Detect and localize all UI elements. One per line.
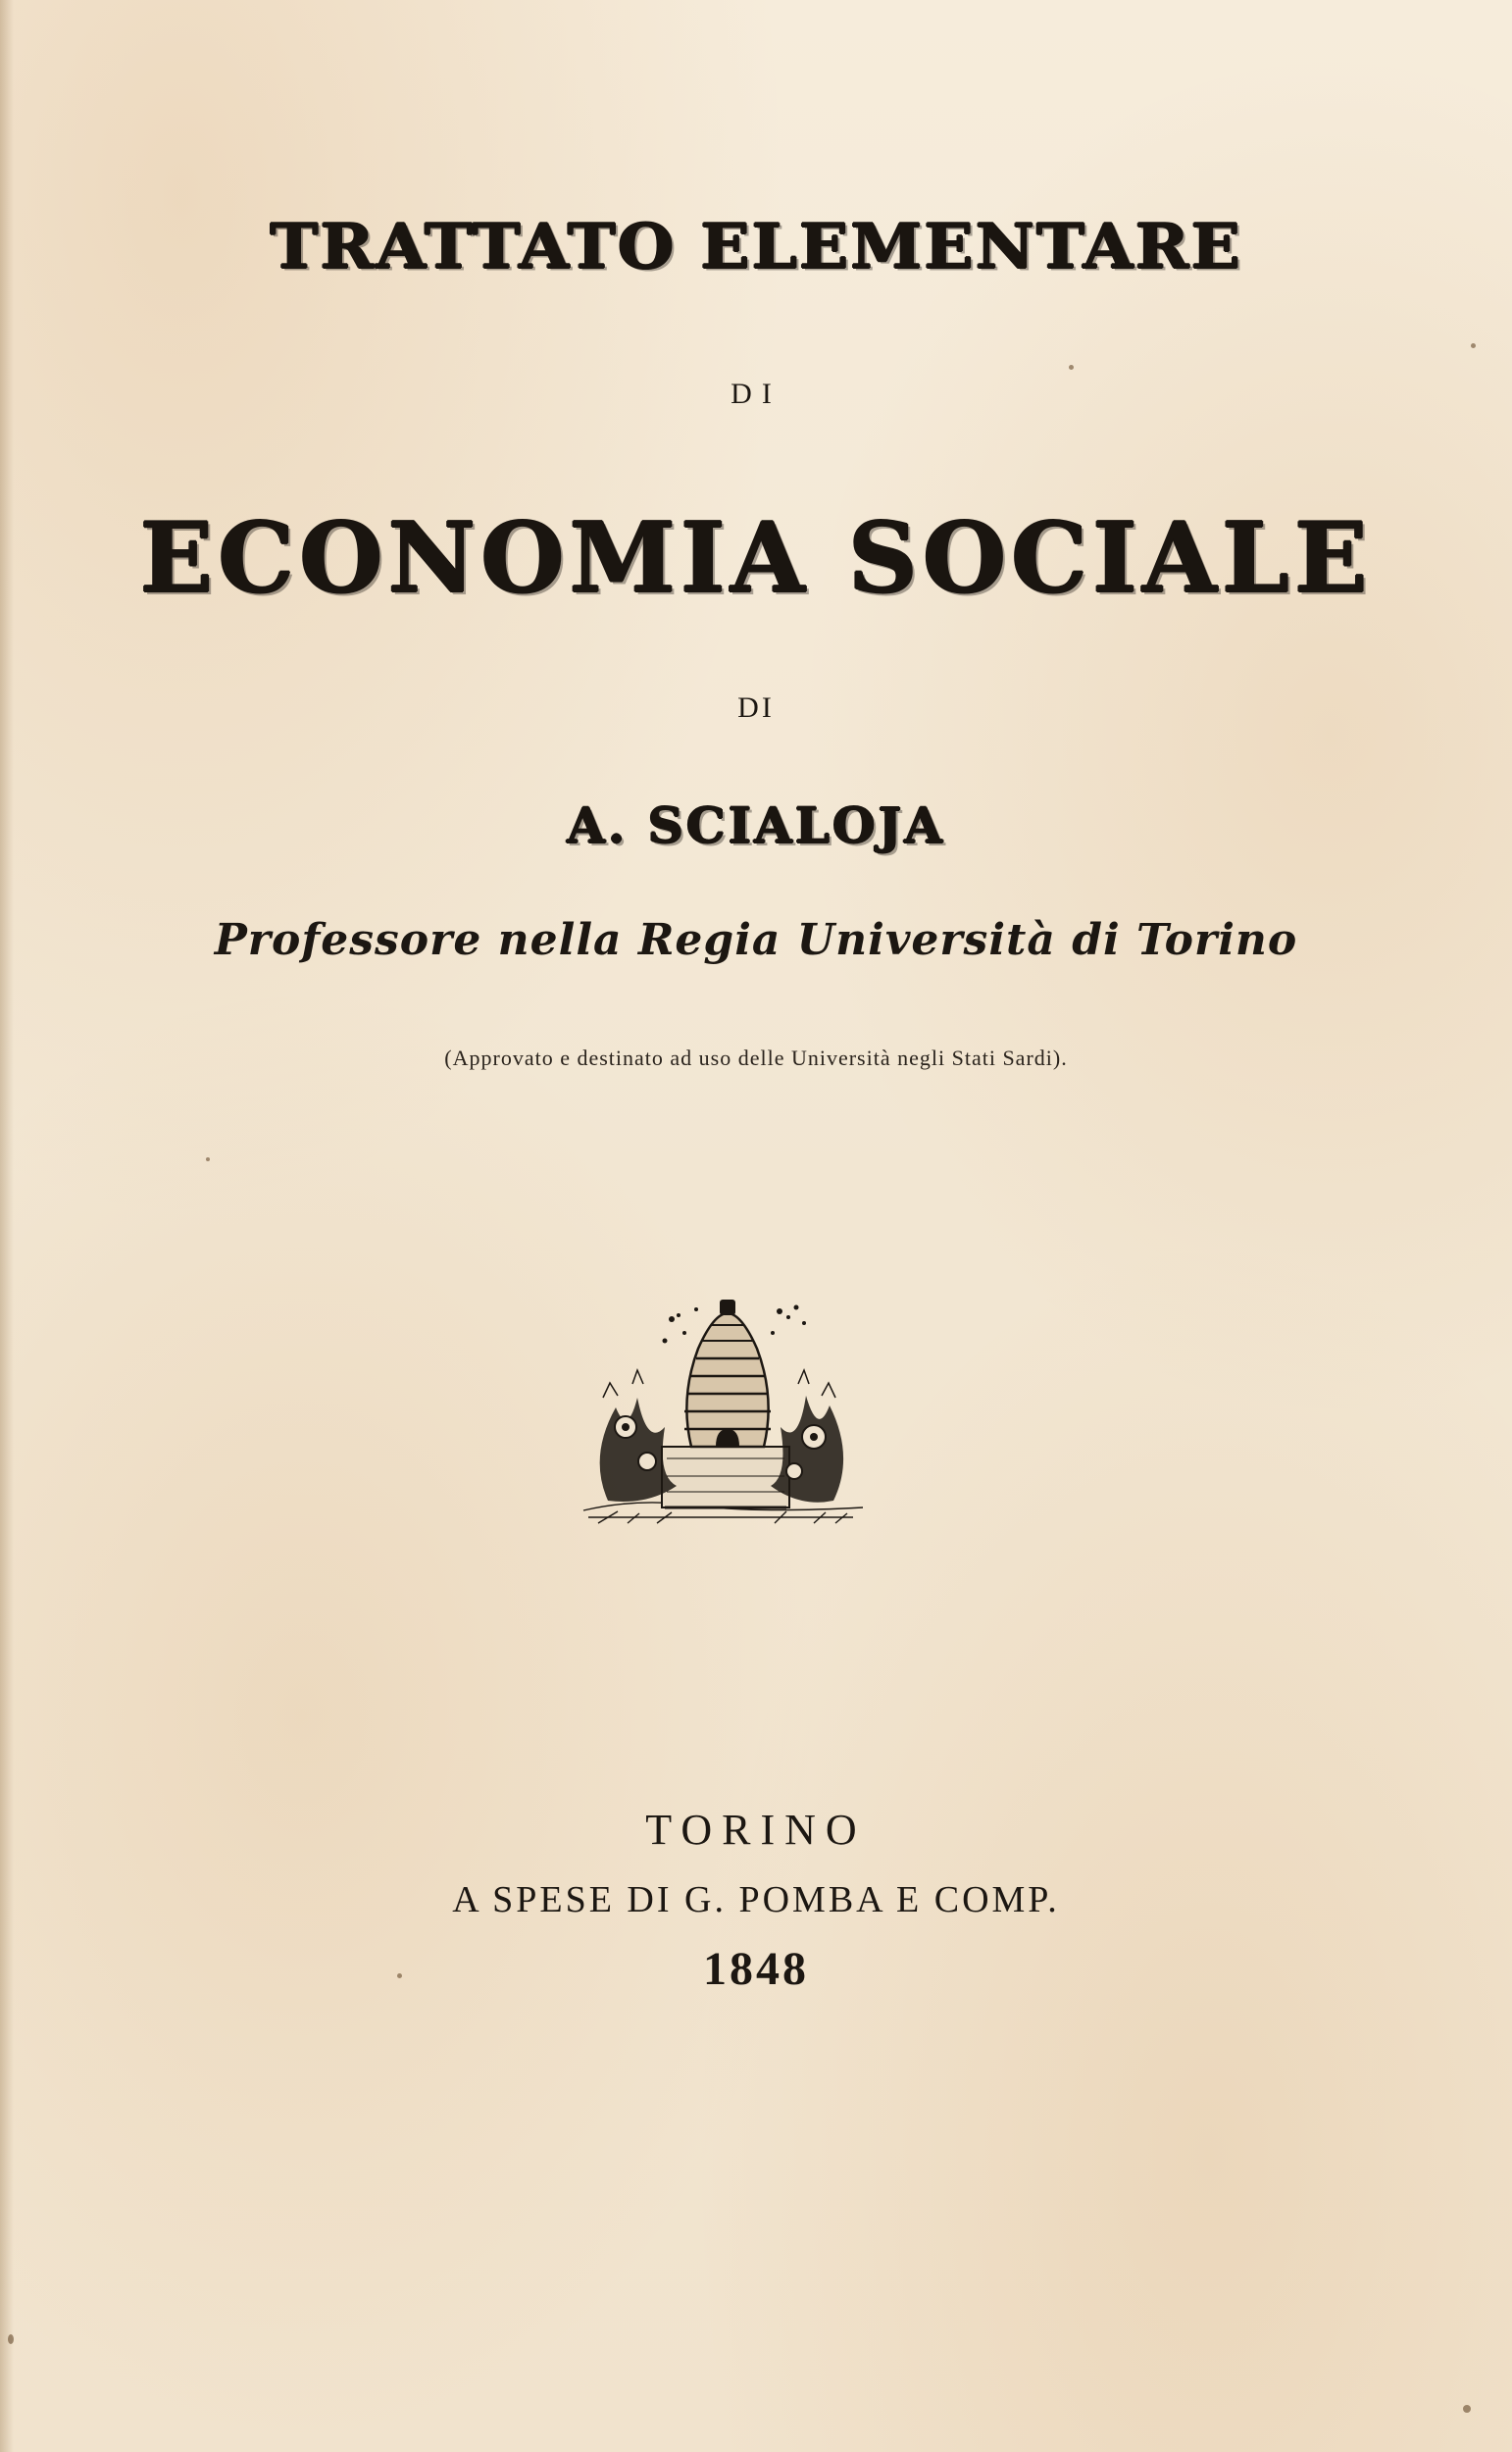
paper-speck <box>206 1157 210 1161</box>
stone-base <box>662 1447 789 1507</box>
author-name: A. SCIALOJA <box>567 796 945 854</box>
foliage-left <box>600 1370 677 1502</box>
paper-speck <box>1471 343 1476 348</box>
author-position: Professore nella Regia Università di Torino <box>214 915 1298 965</box>
imprint-year: 1848 <box>703 1943 809 1995</box>
imprint-city: TORINO <box>645 1806 867 1854</box>
foliage-right <box>771 1370 843 1503</box>
title-line-1: TRATTATO ELEMENTARE <box>270 209 1242 283</box>
beehive <box>684 1300 771 1447</box>
approval-note: (Approvato e destinato ad uso delle Università negli Stati Sardi). <box>444 1046 1068 1070</box>
paper-speck <box>1463 2405 1471 2413</box>
paper-speck <box>8 2334 14 2344</box>
connector-di-2: DI <box>737 691 775 724</box>
paper-speck <box>397 1973 402 1978</box>
connector-di-1: DI <box>731 378 781 410</box>
imprint-publisher: A SPESE DI G. POMBA E COMP. <box>452 1879 1060 1920</box>
paper-speck <box>1069 365 1074 370</box>
beehive-vignette-icon <box>579 1290 863 1525</box>
title-line-2: ECONOMIA SOCIALE <box>139 502 1373 615</box>
